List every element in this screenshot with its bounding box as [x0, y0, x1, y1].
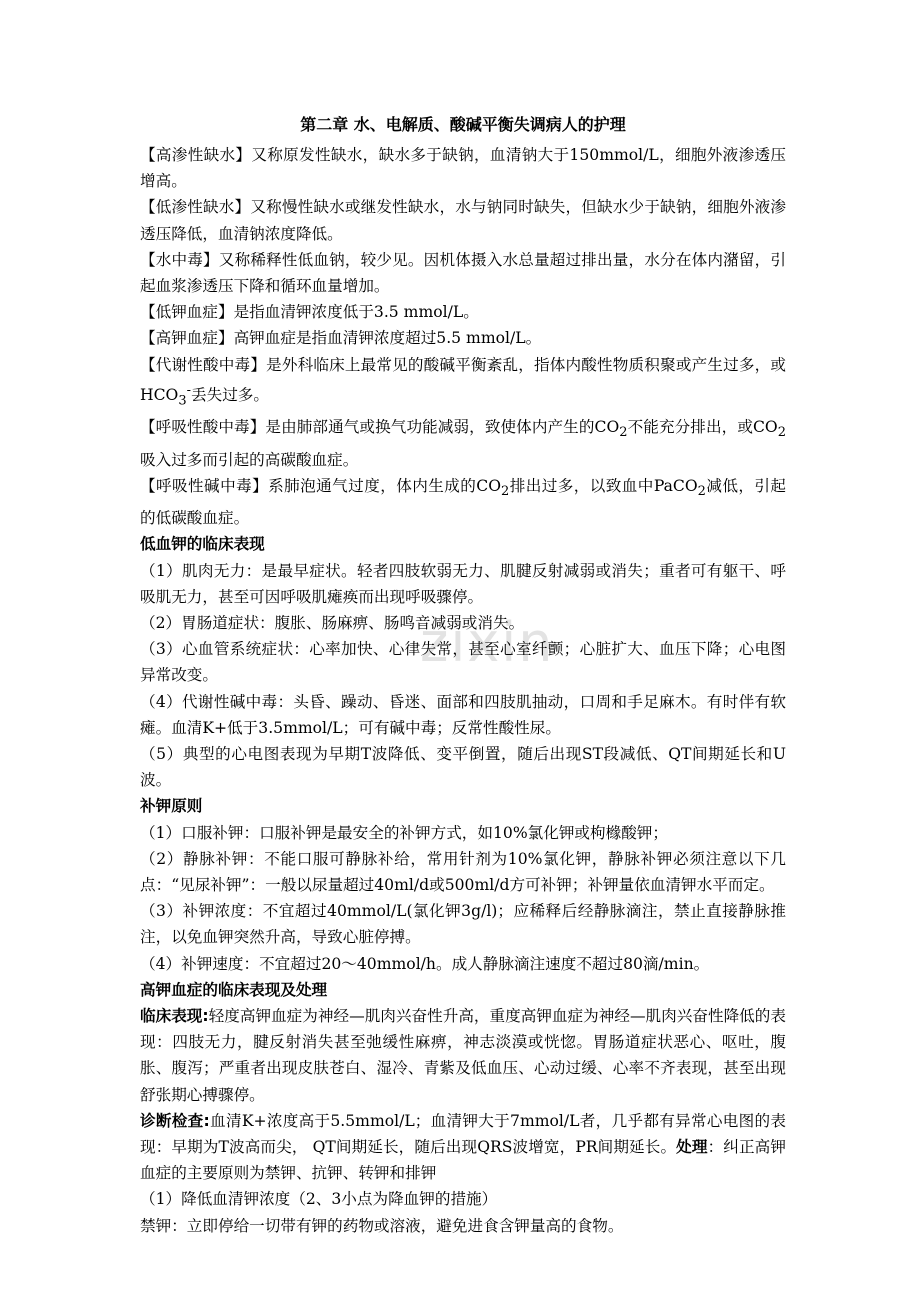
definition-text: 是外科临床上最常见的酸碱平衡紊乱，指体内酸性物质积聚或产生过多，或HCO — [140, 355, 786, 405]
paragraph-text: ：纠正高钾血症的主要原则为禁钾、抗钾、转钾和排钾 — [140, 1138, 786, 1183]
subscript: 3 — [178, 393, 187, 409]
definition-text: 又称慢性缺水或继发性缺水，水与钠同时缺失，但缺水少于缺钠，细胞外液渗透压降低，血清钠浓度降低。 — [140, 198, 786, 243]
list-item: 禁钾：立即停给一切带有钾的药物或溶液，避免进食含钾量高的食物。 — [140, 1216, 624, 1235]
section-heading-supplement: 补钾原则 — [140, 797, 203, 816]
chapter-title: 第二章 水、电解质、酸碱平衡失调病人的护理 — [300, 115, 626, 134]
definition-respiratory-alkalosis — [140, 473, 786, 532]
definition-term: 【呼吸性酸中毒】 — [140, 418, 266, 437]
definition-text: 高钾血症是指血清钾浓度超过5.5 mmol/L。 — [233, 329, 542, 348]
subscript: 2 — [501, 483, 510, 499]
definition-hypertonic — [140, 142, 786, 194]
list-item: （2）静脉补钾：不能口服可静脉补给，常用针剂为10%氯化钾，静脉补钾必须注意以下几点：“见尿补钾”：一般以尿量超过40ml/d或500ml/d方可补钾；补钾量依血清钾水平而定。 — [140, 849, 786, 894]
list-item: （3）补钾浓度：不宜超过40mmol/L(氯化钾3g/l)；应稀释后经静脉滴注，禁止直接静脉推注，以免血钾突然升高，导致心脏停搏。 — [140, 902, 786, 947]
watermark-text: zixin — [420, 611, 555, 674]
definition-text: 不能充分排出，或CO — [627, 418, 778, 437]
list-item: （4）代谢性碱中毒：头昏、躁动、昏迷、面部和四肢肌抽动，口周和手足麻木。有时伴有软瘫。血清K+低于3.5mmol/L；可有碱中毒；反常性酸性尿。 — [140, 692, 786, 737]
subscript: 2 — [777, 425, 786, 441]
superscript: - — [186, 382, 192, 398]
definition-text: 又称原发性缺水，缺水多于缺钠，血清钠大于150mmol/L，细胞外液渗透压增高。 — [140, 146, 786, 191]
definition-text: 丢失过多。 — [191, 386, 269, 405]
definition-term: 【高钾血症】 — [140, 329, 234, 348]
section-heading-hyperkalemia: 高钾血症的临床表现及处理 — [140, 980, 328, 999]
list-item: （2）胃肠道症状：腹胀、肠麻痹、肠鸣音减弱或消失。 — [140, 613, 525, 632]
definition-term: 【呼吸性碱中毒】 — [140, 476, 269, 495]
definition-hypotonic — [140, 194, 786, 246]
definition-text: 减低，引起的低碳酸血症。 — [140, 476, 786, 528]
definition-text: 排出过多，以致血中PaCO — [509, 476, 698, 495]
paragraph-text: 轻度高钾血症为神经—肌肉兴奋性升高，重度高钾血症为神经—肌肉兴奋性降低的表现：四肢无力，腱反射消失甚至弛缓性麻痹，神志淡漠或恍惚。胃肠道症状恶心、呕吐，腹胀、腹泻；严重者出现皮肤苍白、湿冷、青紫及低血压、心动过缓、心率不齐表现，甚至出现舒张期心搏骤停。 — [140, 1007, 786, 1104]
list-item: （1）肌肉无力：是最早症状。轻者四肢软弱无力、肌腱反射减弱或消失；重者可有躯干、呼吸肌无力，甚至可因呼吸肌瘫痪而出现呼吸骤停。 — [140, 561, 786, 606]
list-item: （4）补钾速度：不宜超过20～40mmol/h。成人静脉滴注速度不超过80滴/min。 — [140, 954, 710, 973]
inline-label: 临床表现: — [140, 1007, 209, 1026]
inline-label: 诊断检查: — [140, 1111, 210, 1130]
subscript: 2 — [697, 483, 706, 499]
definition-hypokalemia — [140, 299, 786, 325]
list-item: （1）降低血清钾浓度（2、3小点为降血钾的措施） — [140, 1190, 498, 1209]
definition-text: 又称稀释性低血钠，较少见。因机体摄入水总量超过排出量，水分在体内潴留，引起血浆渗透压下降和循环血量增加。 — [140, 250, 786, 296]
definition-water-intoxication — [140, 247, 786, 299]
definition-text: 系肺泡通气过度，体内生成的CO — [268, 476, 501, 495]
inline-label: 处理 — [676, 1138, 708, 1157]
paragraph-text: 血清K+浓度高于5.5mmol/L；血清钾大于7mmol/L者，几乎都有异常心电图的表现：早期为T波高而尖， QT间期延长，随后出现QRS波增宽，PR间期延长。 — [140, 1111, 786, 1157]
section-heading-hypokalemia: 低血钾的临床表现 — [140, 535, 265, 554]
document-page — [140, 108, 786, 1239]
definition-hyperkalemia — [140, 325, 786, 351]
definition-text: 是由肺部通气或换气功能减弱，致使体内产生的CO — [265, 418, 620, 437]
definition-text: 是指血清钾浓度低于3.5 mmol/L。 — [233, 303, 479, 322]
diagnosis-paragraph — [140, 1108, 786, 1187]
definition-term: 【低渗性缺水】 — [140, 198, 251, 217]
list-item: （1）口服补钾：口服补钾是最安全的补钾方式，如10%氯化钾或枸橼酸钾； — [140, 823, 668, 842]
list-item: （3）心血管系统症状：心率加快、心律失常，甚至心室纤颤；心脏扩大、血压下降；心电图异常改变。 — [140, 640, 786, 685]
definition-term: 【高渗性缺水】 — [140, 146, 252, 164]
definition-term: 【低钾血症】 — [140, 303, 234, 322]
clinical-paragraph — [140, 1003, 786, 1108]
list-item: （5）典型的心电图表现为早期T波降低、变平倒置，随后出现ST段减低、QT间期延长和U波。 — [140, 744, 786, 790]
definition-text: 吸入过多而引起的高碳酸血症。 — [140, 450, 359, 469]
definition-respiratory-acidosis — [140, 414, 786, 473]
definition-term: 【水中毒】 — [140, 250, 219, 269]
subscript: 2 — [619, 425, 628, 441]
definition-term: 【代谢性酸中毒】 — [140, 355, 267, 374]
definition-metabolic-acidosis — [140, 352, 786, 415]
